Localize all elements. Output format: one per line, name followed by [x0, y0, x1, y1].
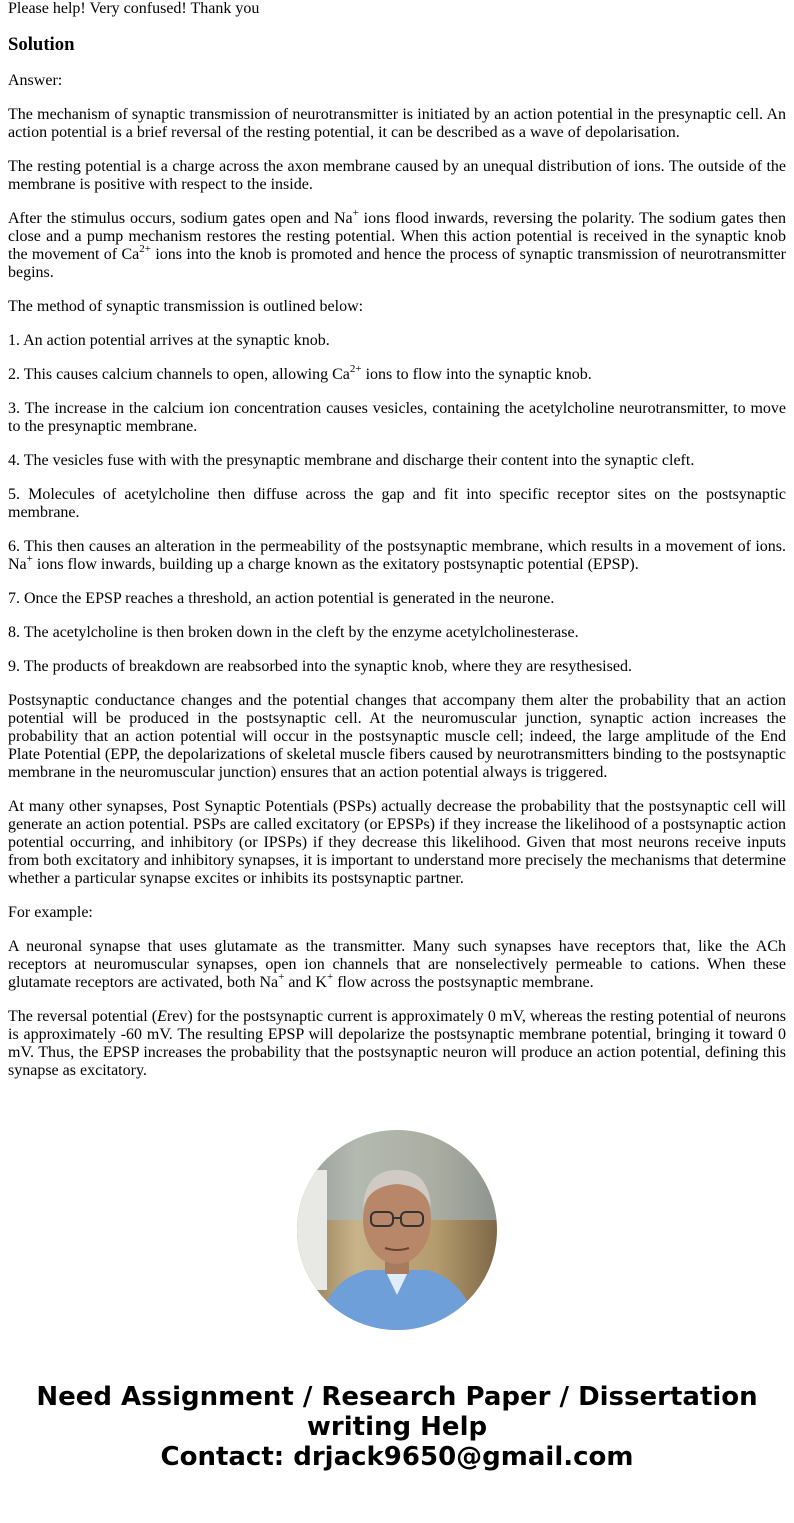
author-photo [297, 1130, 497, 1330]
banner-headline: Need Assignment / Research Paper / Dissertation writing Help [36, 1382, 758, 1442]
text-run: The method of synaptic transmission is outlined below: [8, 298, 364, 315]
question-text: Please help! Very confused! Thank you [8, 0, 260, 17]
superscript: 2+ [349, 363, 362, 375]
text-run: ions into the knob is promoted and hence the process of synaptic transmission of neurotransmitter begins. [8, 246, 786, 281]
answer-paragraph [8, 658, 786, 676]
text-run: 7. Once the EPSP reaches a threshold, an action potential is generated in the neurone. [8, 590, 555, 607]
answer-paragraph [8, 692, 786, 782]
answer-paragraph [8, 363, 786, 384]
answer-paragraph [8, 332, 786, 350]
solution-heading: Solution [8, 34, 75, 55]
text-run: 6. This then causes an alteration in the permeability of the postsynaptic membrane, which results in a movement of ions. Na [8, 538, 786, 573]
italic-text: E [157, 1008, 167, 1025]
portrait-illustration [297, 1130, 497, 1330]
superscript: + [26, 553, 33, 565]
answer-paragraph [8, 158, 786, 194]
superscript: + [278, 971, 285, 983]
text-run: 8. The acetylcholine is then broken down in the cleft by the enzyme acetylcholinesterase. [8, 624, 579, 641]
text-run: ions flow inwards, building up a charge known as the exitatory postsynaptic potential (EPSP). [32, 556, 639, 573]
text-run: The reversal potential ( [8, 1008, 158, 1025]
text-run: For example: [8, 904, 93, 921]
text-run: and K [284, 974, 327, 991]
text-run: 3. The increase in the calcium ion concentration causes vesicles, containing the acetylcholine neurotransmitter, to move to the presynaptic membrane. [8, 400, 786, 435]
text-run: The mechanism of synaptic transmission of neurotransmitter is initiated by an action potential in the presynaptic cell. An action potential is a brief reversal of the resting potential, it can be described as a wave of depolarisation. [8, 106, 786, 141]
text-run: Postsynaptic conductance changes and the potential changes that accompany them alter the probability that an action potential will be produced in the postsynaptic cell. At the neuromuscular junction, synaptic action increases the probability that an action potential will occur in the postsynaptic muscle cell; indeed, the large amplitude of the End Plate Potential (EPP, the depolarizations of skeletal muscle fibers caused by neurotransmitters binding to the postsynaptic membrane in the neuromuscular junction) ensures that an action potential always is triggered. [8, 692, 786, 781]
text-run: Answer: [8, 72, 63, 89]
text-run: 9. The products of breakdown are reabsorbed into the synaptic knob, where they are resythesised. [8, 658, 632, 675]
answer-body [8, 72, 786, 1080]
text-run: ions flood inwards, reversing the polarity. The sodium gates then close and a pump mechanism restores the resting potential. When this action potential is received in the synaptic knob the movement of Ca [8, 210, 786, 263]
answer-paragraph [8, 938, 786, 992]
answer-paragraph [8, 798, 786, 888]
answer-paragraph [8, 207, 786, 282]
answer-paragraph [8, 72, 786, 90]
text-run: 1. An action potential arrives at the synaptic knob. [8, 332, 330, 349]
superscript: + [326, 971, 334, 983]
text-run: 5. Molecules of acetylcholine then diffuse across the gap and fit into specific receptor sites on the postsynaptic membrane. [8, 486, 786, 521]
text-run: 4. The vesicles fuse with with the presynaptic membrane and discharge their content into the synaptic cleft. [8, 452, 695, 469]
text-run: ions to flow into the synaptic knob. [361, 366, 592, 383]
superscript: + [352, 207, 359, 219]
answer-paragraph [8, 590, 786, 608]
author-photo-container [8, 1130, 786, 1330]
answer-paragraph [8, 400, 786, 436]
answer-paragraph [8, 452, 786, 470]
answer-paragraph [8, 624, 786, 642]
text-run: After the stimulus occurs, sodium gates open and Na [8, 210, 353, 227]
answer-paragraph [8, 298, 786, 316]
text-run: rev) for the postsynaptic current is approximately 0 mV, whereas the resting potential of neurons is approximately -60 mV. The resulting EPSP will depolarize the postsynaptic membrane potential, bringing it toward 0 mV. Thus, the EPSP increases the probability that the postsynaptic neuron will produce an action potential, defining this synapse as excitatory. [8, 1008, 786, 1079]
answer-paragraph [8, 904, 786, 922]
superscript: 2+ [139, 243, 151, 255]
text-run: At many other synapses, Post Synaptic Potentials (PSPs) actually decrease the probability that the postsynaptic cell will generate an action potential. PSPs are called excitatory (or EPSPs) if they increase the likelihood of a postsynaptic action potential occurring, and inhibitory (or IPSPs) if they decrease this likelihood. Given that most neurons receive inputs from both excitatory and inhibitory synapses, it is important to understand more precisely the mechanisms that determine whether a particular synapse excites or inhibits its postsynaptic partner. [8, 798, 786, 887]
answer-paragraph [8, 106, 786, 142]
text-run: flow across the postsynaptic membrane. [333, 974, 594, 991]
answer-paragraph [8, 538, 786, 574]
text-run: The resting potential is a charge across the axon membrane caused by an unequal distribution of ions. The outside of the membrane is positive with respect to the inside. [8, 158, 786, 193]
contact-banner [8, 1382, 786, 1472]
answer-paragraph [8, 486, 786, 522]
text-run: A neuronal synapse that uses glutamate as the transmitter. Many such synapses have receptors that, like the ACh receptors at neuromuscular synapses, open ion channels that are nonselectively permeable to cations. When these glutamate receptors are activated, both Na [8, 938, 786, 991]
answer-paragraph [8, 1008, 786, 1080]
text-run: 2. This causes calcium channels to open, allowing Ca [8, 366, 350, 383]
banner-contact-email: Contact: drjack9650@gmail.com [160, 1442, 634, 1472]
